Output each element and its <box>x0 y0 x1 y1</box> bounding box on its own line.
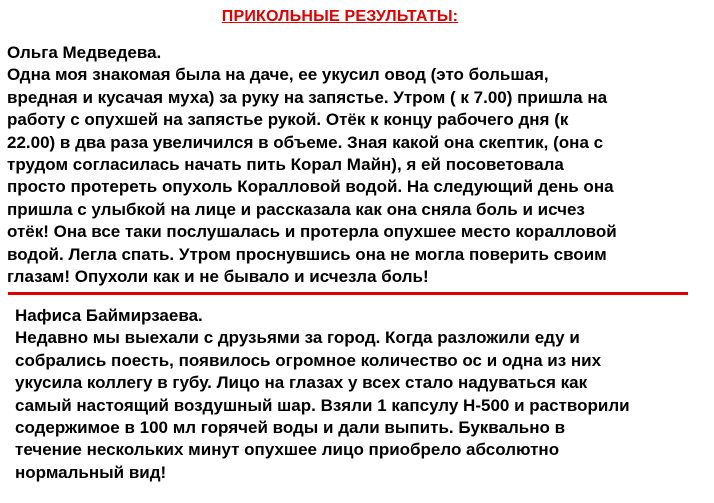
testimonial-line: глазам! Опухоли как и не бывало и исчезла боль! <box>7 267 429 287</box>
testimonial-1 <box>7 42 617 288</box>
testimonial-line: просто протереть опухоль Коралловой водой. На следующий день она <box>7 177 614 197</box>
testimonial-line: трудом согласилась начать пить Корал Майн), я ей посоветовала <box>7 155 564 175</box>
testimonial-line: нормальный вид! <box>15 462 167 482</box>
testimonial-line: вредная и кусачая муха) за руку на запястье. Утром ( к 7.00) пришла на <box>7 87 608 107</box>
testimonial-line: отёк! Она все таки послушалась и протерла опухшее место коралловой <box>7 222 617 242</box>
page-heading: ПРИКОЛЬНЫЕ РЕЗУЛЬТАТЫ: <box>221 8 459 25</box>
testimonial-line: собрались поесть, появилось огромное количество ос и одна из них <box>15 350 602 370</box>
testimonial-line: 22.00) в два раза увеличился в объеме. Зная какой она скептик, (она с <box>7 132 604 152</box>
testimonial-line: укусила коллегу в губу. Лицо на глазах у всех стало надуваться как <box>15 373 588 393</box>
testimonial-author: Нафиса Баймирзаева. <box>15 306 203 325</box>
testimonial-line: Недавно мы выехали с друзьями за город. Когда разложили еду и <box>15 328 580 348</box>
testimonial-line: содержимое в 100 мл горячей воды и дали выпить. Буквально в <box>15 418 566 438</box>
testimonial-line: течение нескольких минут опухшее лицо приобрело абсолютно <box>15 440 560 460</box>
testimonial-author: Ольга Медведева. <box>7 43 162 62</box>
testimonial-line: пришла с улыбкой на лице и рассказала как она сняла боль и исчез <box>7 199 585 219</box>
testimonial-line: самый настоящий воздушный шар. Взяли 1 капсулу Н-500 и растворили <box>15 395 630 415</box>
testimonial-line: работу с опухшей на запястье рукой. Отёк к концу рабочего дня (к <box>7 110 569 130</box>
testimonial-line: водой. Легла спать. Утром проснувшись она не могла поверить своим <box>7 244 607 264</box>
testimonial-line: Одна моя знакомая была на даче, ее укусил овод (это большая, <box>7 65 549 85</box>
section-divider <box>8 292 688 295</box>
testimonial-2 <box>15 305 630 484</box>
